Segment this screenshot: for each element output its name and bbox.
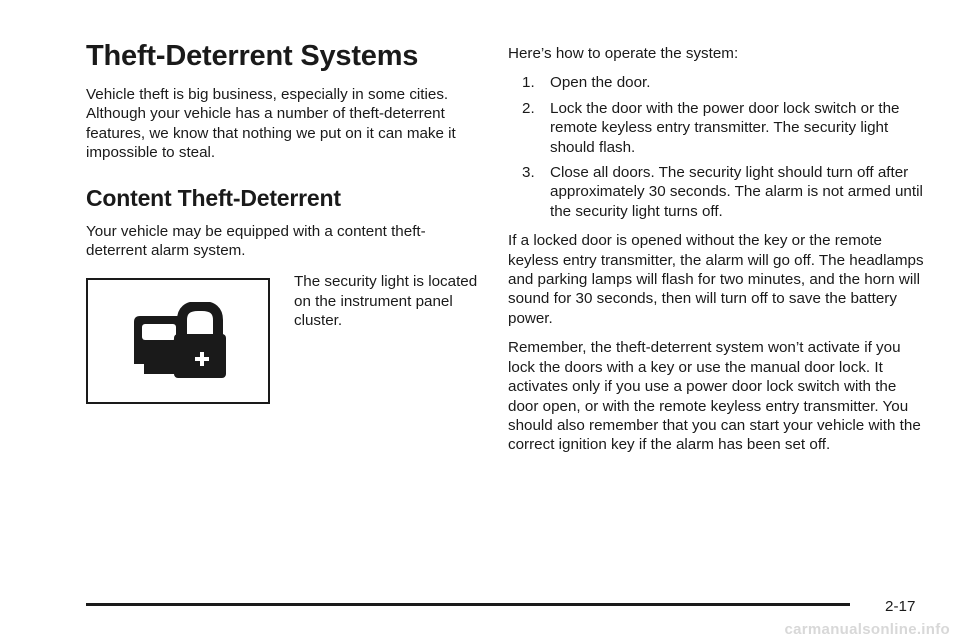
operate-intro: Here’s how to operate the system: [508, 45, 739, 62]
footer-rule [86, 603, 850, 606]
right-column [508, 44, 926, 465]
left-column [86, 40, 486, 408]
locked-door-paragraph: If a locked door is opened without the key or the remote keyless entry transmitter, the alarm will go off. The headlamps and parking lamps will flash for two minutes, and the horn will sound for 30 seconds, then will turn off to save the battery power. [508, 232, 924, 327]
intro-paragraph: Vehicle theft is big business, especially in some cities. Although your vehicle has a number of theft-deterrent features, we know that nothing we put on it can make it impossible to steal. [86, 86, 456, 162]
list-item [508, 99, 926, 157]
section-heading: Content Theft-Deterrent [86, 184, 341, 211]
page-title: Theft-Deterrent Systems [86, 40, 419, 72]
watermark: carmanualsonline.info [784, 621, 950, 638]
security-light-icon [128, 302, 228, 382]
content-intro-paragraph: Your vehicle may be equipped with a content theft-deterrent alarm system. [86, 222, 426, 260]
list-item [508, 163, 926, 221]
step-number: 3. [522, 164, 535, 182]
step-number: 2. [522, 99, 535, 117]
step-number: 1. [522, 74, 535, 92]
page-number: 2-17 [885, 598, 916, 615]
figure-caption: The security light is located on the instrument panel cluster. [294, 273, 478, 330]
steps-list [508, 73, 926, 221]
step-text: Open the door. [550, 74, 651, 92]
remember-paragraph: Remember, the theft-deterrent system won’t activate if you lock the doors with a key or use the manual door lock. It activates only if you use a power door lock switch with the door open, or with the remote keyless entry transmitter. You should also remember that you can start your vehicle with the correct ignition key if the alarm has been set off. [508, 339, 921, 454]
step-text: Close all doors. The security light should turn off after approximately 30 seconds. The alarm is not armed until the security light turns off. [550, 164, 923, 220]
security-light-figure [86, 278, 270, 404]
figure-row [86, 273, 486, 408]
list-item [508, 73, 926, 92]
step-text: Lock the door with the power door lock switch or the remote keyless entry transmitter. The security light should flash. [550, 99, 900, 156]
